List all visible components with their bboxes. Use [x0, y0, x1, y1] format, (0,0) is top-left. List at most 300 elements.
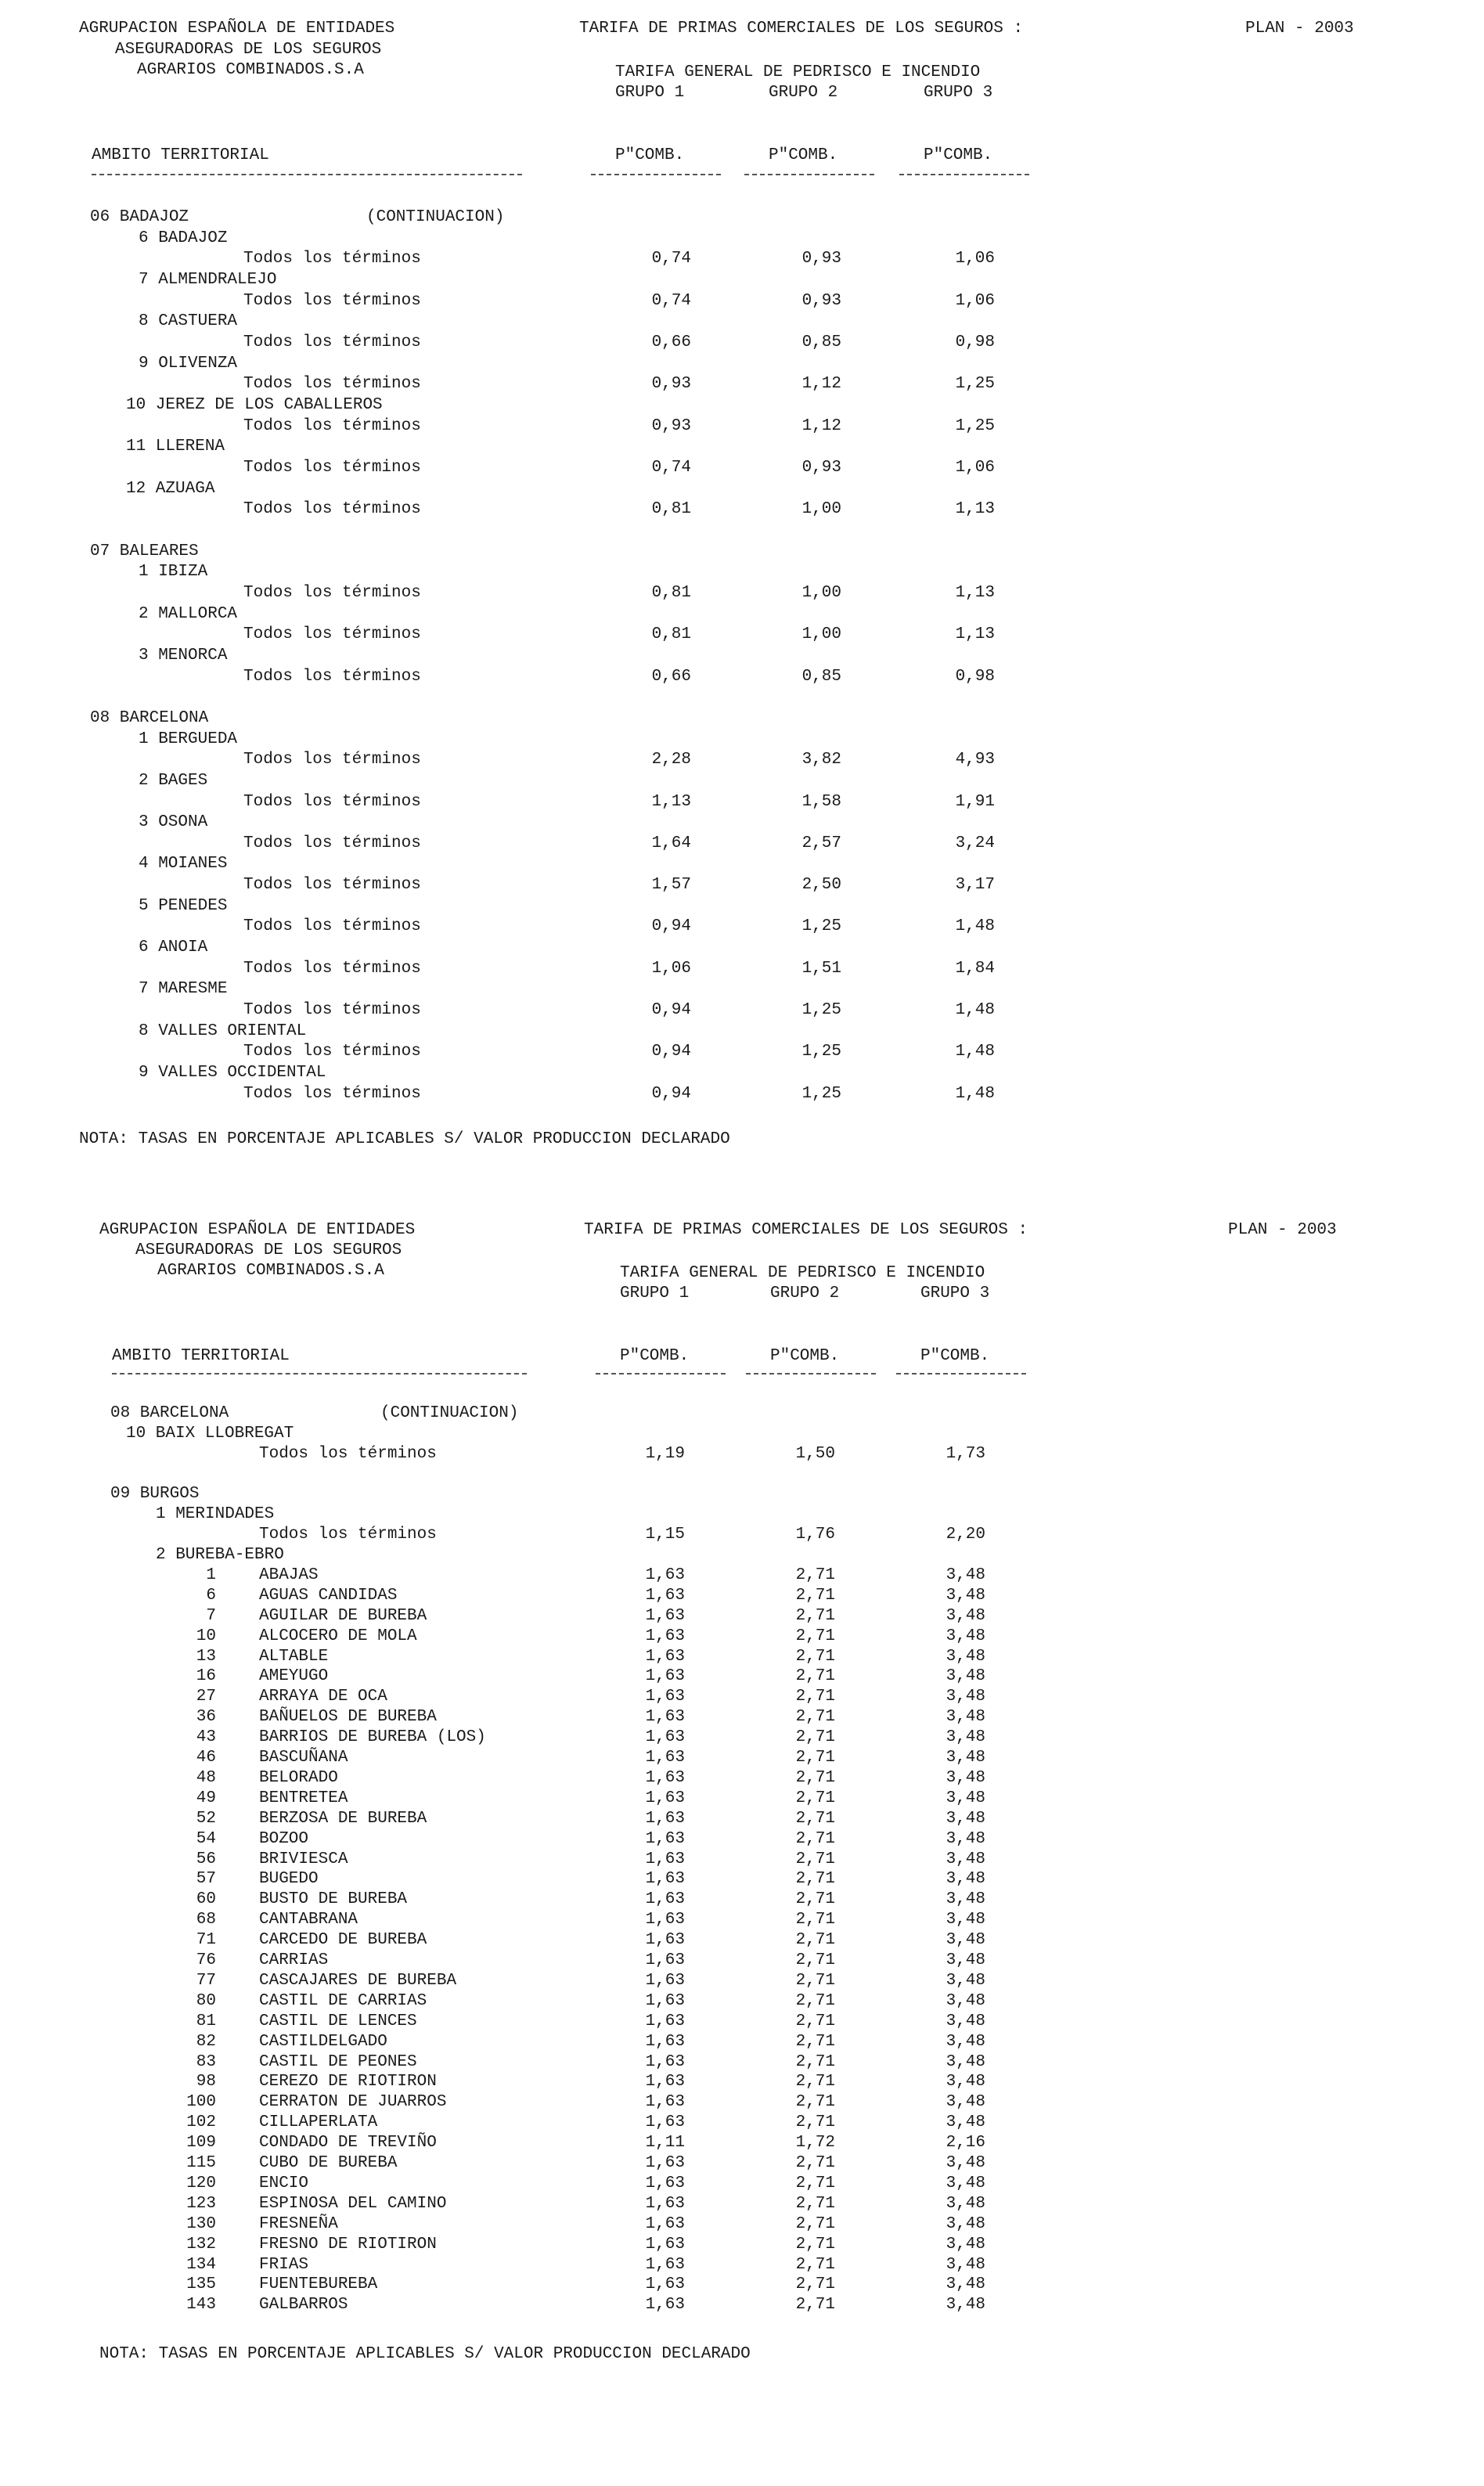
rate-value-group-3: 1,91 [955, 792, 995, 811]
rate-value-group-2: 2,71 [795, 2154, 835, 2172]
rate-value-group-1: 1,63 [645, 1667, 685, 1686]
table-row [0, 2072, 1484, 2092]
municipality-code: 13 [196, 1647, 216, 1666]
municipality-name: ARRAYA DE OCA [259, 1688, 387, 1706]
rate-value-group-2: 2,71 [795, 2275, 835, 2294]
rate-value-group-2: 2,71 [795, 1971, 835, 1990]
comarca-label: 10 BAIX LLOBREGAT [126, 1425, 294, 1443]
rate-value-group-2: 0,93 [801, 291, 841, 310]
org-name-line1: AGRUPACION ESPAÑOLA DE ENTIDADES [79, 20, 395, 38]
rate-value-group-1: 1,63 [645, 1890, 685, 1909]
all-terms-label: Todos los términos [243, 792, 421, 811]
column-header-value-1: P"COMB. [620, 1347, 690, 1365]
municipality-name: AGUILAR DE BUREBA [259, 1606, 427, 1625]
rate-value-group-2: 2,71 [795, 1829, 835, 1848]
rate-value-group-2: 3,82 [801, 751, 841, 769]
rate-value-group-2: 2,71 [795, 2073, 835, 2091]
rate-value-group-3: 3,48 [946, 2194, 985, 2213]
rate-value-group-3: 3,48 [946, 2214, 985, 2233]
municipality-name: BASCUÑANA [259, 1749, 348, 1767]
tariff-subtitle: TARIFA GENERAL DE PEDRISCO E INCENDIO [615, 63, 981, 81]
rate-value-group-3: 3,48 [946, 1911, 985, 1929]
rate-value-group-3: 3,48 [946, 2012, 985, 2030]
rate-value-group-3: 1,84 [955, 959, 995, 978]
rate-value-group-1: 1,63 [645, 1749, 685, 1767]
municipality-name: CUBO DE BUREBA [259, 2154, 398, 2172]
rate-value-group-2: 1,25 [801, 1043, 841, 1061]
rate-value-group-2: 1,25 [801, 917, 841, 936]
rate-value-group-3: 0,98 [955, 667, 995, 686]
municipality-code: 115 [186, 2154, 216, 2172]
table-row [0, 1627, 1484, 1647]
rate-value-group-3: 3,48 [946, 1586, 985, 1605]
rate-value-group-3: 3,48 [946, 1789, 985, 1807]
comarca-label: 7 MARESME [139, 980, 228, 999]
municipality-name: CERRATON DE JUARROS [259, 2093, 447, 2112]
rate-value-group-1: 0,94 [651, 1084, 691, 1103]
municipality-code: 49 [196, 1789, 216, 1807]
rate-value-group-1: 1,13 [651, 792, 691, 811]
table-row [0, 1728, 1484, 1748]
province-heading: 08 BARCELONA [110, 1404, 229, 1422]
table-row [0, 2153, 1484, 2174]
rate-value-group-2: 1,00 [801, 500, 841, 519]
rate-value-group-3: 3,48 [946, 2052, 985, 2071]
all-terms-label: Todos los términos [259, 1526, 437, 1544]
rate-value-group-2: 1,76 [795, 1526, 835, 1544]
all-terms-label: Todos los términos [243, 876, 421, 895]
rate-value-group-1: 1,63 [645, 2012, 685, 2030]
rate-value-group-1: 1,63 [645, 1951, 685, 1969]
rate-value-group-3: 3,48 [946, 1829, 985, 1848]
rate-value-group-3: 3,48 [946, 1728, 985, 1747]
table-row [0, 2113, 1484, 2133]
municipality-code: 123 [186, 2194, 216, 2213]
rate-value-group-2: 2,71 [795, 1890, 835, 1909]
column-header-ambito: AMBITO TERRITORIAL [92, 146, 269, 164]
rate-value-group-1: 0,74 [651, 458, 691, 477]
municipality-code: 80 [196, 1991, 216, 2010]
municipality-name: CEREZO DE RIOTIRON [259, 2073, 437, 2091]
rate-value-group-3: 1,06 [955, 291, 995, 310]
rate-value-group-2: 0,93 [801, 458, 841, 477]
municipality-code: 82 [196, 2032, 216, 2051]
rate-value-group-2: 2,71 [795, 1809, 835, 1828]
all-terms-label: Todos los términos [243, 751, 421, 769]
rate-value-group-1: 1,63 [645, 2194, 685, 2213]
table-row [0, 1565, 1484, 1586]
municipality-code: 98 [196, 2073, 216, 2091]
rate-value-group-1: 1,63 [645, 2032, 685, 2051]
document-title: TARIFA DE PRIMAS COMERCIALES DE LOS SEGUROS : [579, 20, 1024, 38]
all-terms-label: Todos los términos [243, 291, 421, 310]
table-row [0, 1809, 1484, 1829]
rate-value-group-2: 2,71 [795, 1768, 835, 1787]
all-terms-label: Todos los términos [243, 250, 421, 268]
divider [112, 1373, 527, 1375]
rate-value-group-1: 1,63 [645, 2214, 685, 2233]
municipality-code: 57 [196, 1870, 216, 1889]
rate-value-group-1: 1,63 [645, 2073, 685, 2091]
table-row [0, 2214, 1484, 2235]
rate-value-group-3: 3,48 [946, 1931, 985, 1950]
rate-value-group-1: 1,15 [645, 1526, 685, 1544]
rate-value-group-1: 0,66 [651, 333, 691, 351]
rate-value-group-1: 1,63 [645, 1971, 685, 1990]
municipality-name: FRIAS [259, 2255, 309, 2274]
comarca-label: 1 MERINDADES [156, 1505, 275, 1523]
rate-value-group-3: 3,48 [946, 1627, 985, 1645]
table-row [0, 1991, 1484, 2012]
comarca-label: 3 MENORCA [139, 646, 228, 665]
rate-value-group-3: 3,48 [946, 2113, 985, 2132]
rate-value-group-1: 1,63 [645, 2235, 685, 2254]
rate-value-group-2: 2,71 [795, 1850, 835, 1868]
municipality-code: 134 [186, 2255, 216, 2274]
rate-value-group-1: 1,63 [645, 1931, 685, 1950]
table-row [0, 1768, 1484, 1789]
municipality-code: 56 [196, 1850, 216, 1868]
column-header-value-1: P"COMB. [615, 146, 685, 164]
rate-value-group-2: 2,71 [795, 1749, 835, 1767]
rate-value-group-2: 1,12 [801, 416, 841, 435]
municipality-code: 77 [196, 1971, 216, 1990]
rate-value-group-1: 1,63 [645, 1627, 685, 1645]
rate-value-group-1: 1,63 [645, 2174, 685, 2192]
rate-value-group-3: 3,48 [946, 1850, 985, 1868]
rate-value-group-3: 0,98 [955, 333, 995, 351]
rate-value-group-3: 3,48 [946, 1647, 985, 1666]
municipality-name: CASTIL DE LENCES [259, 2012, 417, 2030]
group-1-label: GRUPO 1 [620, 1284, 690, 1302]
all-terms-label: Todos los términos [243, 1043, 421, 1061]
divider [591, 174, 721, 175]
rate-value-group-1: 0,93 [651, 375, 691, 394]
org-name-line1: AGRUPACION ESPAÑOLA DE ENTIDADES [99, 1221, 416, 1239]
footnote: NOTA: TASAS EN PORCENTAJE APLICABLES S/ VALOR PRODUCCION DECLARADO [79, 1130, 730, 1148]
table-row [0, 1586, 1484, 1606]
rate-value-group-1: 1,63 [645, 1606, 685, 1625]
rate-value-group-3: 3,17 [955, 876, 995, 895]
table-row [0, 1666, 1484, 1687]
all-terms-label: Todos los términos [243, 333, 421, 351]
rate-value-group-3: 1,48 [955, 1043, 995, 1061]
municipality-name: CARCEDO DE BUREBA [259, 1931, 427, 1950]
rate-value-group-2: 2,71 [795, 1728, 835, 1747]
rate-value-group-2: 1,00 [801, 583, 841, 602]
comarca-label: 12 AZUAGA [126, 479, 215, 498]
table-row [0, 2012, 1484, 2032]
rate-value-group-2: 1,58 [801, 792, 841, 811]
rate-value-group-3: 3,48 [946, 2154, 985, 2172]
rate-value-group-3: 3,48 [946, 1890, 985, 1909]
rate-value-group-3: 3,48 [946, 1870, 985, 1889]
divider [92, 174, 522, 175]
rate-value-group-2: 0,85 [801, 667, 841, 686]
table-row [0, 1910, 1484, 1930]
table-row [0, 2295, 1484, 2315]
municipality-code: 48 [196, 1768, 216, 1787]
municipality-code: 71 [196, 1931, 216, 1950]
all-terms-label: Todos los términos [243, 625, 421, 644]
table-row [0, 2275, 1484, 2295]
rate-value-group-1: 1,64 [651, 834, 691, 852]
rate-value-group-3: 3,48 [946, 2093, 985, 2112]
all-terms-label: Todos los términos [243, 917, 421, 936]
comarca-label: 6 BADAJOZ [139, 229, 228, 247]
all-terms-label: Todos los términos [243, 1084, 421, 1103]
rate-value-group-3: 1,48 [955, 917, 995, 936]
municipality-code: 43 [196, 1728, 216, 1747]
org-name-line3: AGRARIOS COMBINADOS.S.A [137, 61, 364, 79]
rate-value-group-2: 2,71 [795, 2235, 835, 2254]
all-terms-label: Todos los términos [243, 667, 421, 686]
municipality-code: 143 [186, 2296, 216, 2315]
municipality-code: 130 [186, 2214, 216, 2233]
rate-value-group-1: 1,63 [645, 1809, 685, 1828]
table-row [0, 1850, 1484, 1870]
org-name-line2: ASEGURADORAS DE LOS SEGUROS [115, 41, 382, 59]
all-terms-label: Todos los términos [259, 1445, 437, 1463]
municipality-code: 46 [196, 1749, 216, 1767]
rate-value-group-2: 1,25 [801, 1001, 841, 1019]
rate-value-group-2: 1,00 [801, 625, 841, 644]
rate-value-group-1: 0,81 [651, 625, 691, 644]
municipality-name: GALBARROS [259, 2296, 348, 2315]
rate-value-group-1: 1,63 [645, 2255, 685, 2274]
comarca-label: 4 MOIANES [139, 855, 228, 874]
rate-value-group-2: 2,71 [795, 1708, 835, 1727]
municipality-code: 16 [196, 1667, 216, 1686]
rate-value-group-1: 1,63 [645, 2052, 685, 2071]
table-row [0, 1869, 1484, 1890]
rate-value-group-1: 1,63 [645, 1789, 685, 1807]
comarca-label: 2 MALLORCA [139, 604, 238, 623]
rate-value-group-3: 3,48 [946, 2296, 985, 2315]
rate-value-group-1: 1,63 [645, 1728, 685, 1747]
municipality-name: ABAJAS [259, 1565, 319, 1584]
rate-value-group-2: 2,71 [795, 1789, 835, 1807]
rate-value-group-2: 2,71 [795, 2052, 835, 2071]
rate-value-group-3: 3,48 [946, 1565, 985, 1584]
rate-value-group-2: 2,71 [795, 2113, 835, 2132]
municipality-name: ENCIO [259, 2174, 309, 2192]
rate-value-group-1: 1,63 [645, 2275, 685, 2294]
rate-value-group-1: 1,63 [645, 1870, 685, 1889]
rate-value-group-2: 2,71 [795, 2214, 835, 2233]
rate-value-group-1: 1,11 [645, 2134, 685, 2153]
group-3-label: GRUPO 3 [924, 84, 993, 102]
municipality-name: AMEYUGO [259, 1667, 329, 1686]
tariff-subtitle: TARIFA GENERAL DE PEDRISCO E INCENDIO [620, 1264, 985, 1282]
rate-value-group-3: 3,48 [946, 1809, 985, 1828]
all-terms-label: Todos los términos [243, 583, 421, 602]
rate-value-group-3: 3,24 [955, 834, 995, 852]
rate-value-group-1: 1,63 [645, 2154, 685, 2172]
municipality-name: BENTRETEA [259, 1789, 348, 1807]
rate-value-group-1: 1,63 [645, 1850, 685, 1868]
rate-value-group-1: 1,63 [645, 1768, 685, 1787]
column-header-value-2: P"COMB. [770, 1347, 840, 1365]
comarca-label: 11 LLERENA [126, 438, 225, 456]
comarca-label: 1 IBIZA [139, 563, 208, 582]
rate-value-group-2: 2,50 [801, 876, 841, 895]
comarca-label: 9 VALLES OCCIDENTAL [139, 1063, 326, 1082]
rate-value-group-2: 2,71 [795, 1911, 835, 1929]
municipality-name: CILLAPERLATA [259, 2113, 378, 2132]
comarca-label: 5 PENEDES [139, 896, 228, 915]
municipality-name: BARRIOS DE BUREBA (LOS) [259, 1728, 486, 1747]
rate-value-group-3: 1,13 [955, 583, 995, 602]
municipality-code: 27 [196, 1688, 216, 1706]
rate-value-group-1: 1,63 [645, 1708, 685, 1727]
municipality-code: 135 [186, 2275, 216, 2294]
rate-value-group-1: 1,63 [645, 1647, 685, 1666]
rate-value-group-2: 1,72 [795, 2134, 835, 2153]
comarca-label: 7 ALMENDRALEJO [139, 271, 277, 289]
municipality-code: 54 [196, 1829, 216, 1848]
column-header-value-3: P"COMB. [924, 146, 993, 164]
continuation-label: (CONTINUACION) [380, 1404, 519, 1422]
municipality-name: FUENTEBUREBA [259, 2275, 378, 2294]
all-terms-label: Todos los términos [243, 834, 421, 852]
rate-value-group-2: 1,51 [801, 959, 841, 978]
rate-value-group-1: 0,66 [651, 667, 691, 686]
rate-value-group-2: 2,71 [795, 1688, 835, 1706]
rate-value-group-3: 3,48 [946, 1708, 985, 1727]
all-terms-label: Todos los términos [243, 959, 421, 978]
municipality-code: 10 [196, 1627, 216, 1645]
rate-value-group-2: 2,71 [795, 1606, 835, 1625]
municipality-code: 68 [196, 1911, 216, 1929]
table-row [0, 1971, 1484, 1991]
divider [896, 1373, 1026, 1375]
table-row [0, 1687, 1484, 1707]
comarca-label: 3 OSONA [139, 813, 208, 832]
municipality-code: 109 [186, 2134, 216, 2153]
group-2-label: GRUPO 2 [769, 84, 838, 102]
rate-value-group-3: 3,48 [946, 1749, 985, 1767]
rate-value-group-1: 0,74 [651, 291, 691, 310]
rate-value-group-1: 0,94 [651, 1001, 691, 1019]
municipality-code: 120 [186, 2174, 216, 2192]
rate-value-group-3: 1,25 [955, 416, 995, 435]
rate-value-group-1: 1,63 [645, 1829, 685, 1848]
rate-value-group-2: 2,71 [795, 1627, 835, 1645]
rate-value-group-3: 3,48 [946, 1971, 985, 1990]
rate-value-group-2: 2,71 [795, 1667, 835, 1686]
rate-value-group-2: 2,71 [795, 2194, 835, 2213]
rate-value-group-2: 2,71 [795, 2012, 835, 2030]
continuation-label: (CONTINUACION) [366, 208, 505, 226]
table-row [0, 2092, 1484, 2113]
rate-value-group-2: 2,71 [795, 1586, 835, 1605]
rate-value-group-1: 1,63 [645, 2113, 685, 2132]
municipality-name: CASCAJARES DE BUREBA [259, 1971, 457, 1990]
municipality-code: 132 [186, 2235, 216, 2254]
rate-value-group-2: 2,71 [795, 2093, 835, 2112]
table-row [0, 1647, 1484, 1667]
municipality-name: CANTABRANA [259, 1911, 358, 1929]
rate-value-group-3: 3,48 [946, 2174, 985, 2192]
rate-value-group-2: 2,71 [795, 2296, 835, 2315]
rate-value-group-3: 3,48 [946, 1991, 985, 2010]
municipality-code: 7 [206, 1606, 216, 1625]
rate-value-group-3: 1,06 [955, 250, 995, 268]
municipality-name: ALCOCERO DE MOLA [259, 1627, 417, 1645]
comarca-label: 8 VALLES ORIENTAL [139, 1021, 307, 1040]
municipality-name: BOZOO [259, 1829, 309, 1848]
municipality-name: CARRIAS [259, 1951, 329, 1969]
municipality-code: 83 [196, 2052, 216, 2071]
municipality-code: 36 [196, 1708, 216, 1727]
municipality-name: FRESNEÑA [259, 2214, 338, 2233]
all-terms-label: Todos los términos [243, 500, 421, 519]
rate-value-group-3: 3,48 [946, 1951, 985, 1969]
rate-value-group-2: 2,71 [795, 1870, 835, 1889]
plan-label: PLAN - 2003 [1245, 20, 1354, 38]
table-row [0, 1748, 1484, 1768]
group-1-label: GRUPO 1 [615, 84, 685, 102]
rate-value-group-2: 2,57 [801, 834, 841, 852]
rate-value-group-1: 0,81 [651, 583, 691, 602]
divider [899, 174, 1029, 175]
rate-value-group-3: 1,73 [946, 1445, 985, 1463]
comarca-label: 9 OLIVENZA [139, 354, 238, 373]
province-heading: 06 BADAJOZ [90, 208, 189, 226]
footnote: NOTA: TASAS EN PORCENTAJE APLICABLES S/ VALOR PRODUCCION DECLARADO [99, 2345, 751, 2363]
all-terms-label: Todos los términos [243, 416, 421, 435]
org-name-line2: ASEGURADORAS DE LOS SEGUROS [135, 1241, 402, 1259]
province-heading: 08 BARCELONA [90, 708, 209, 727]
all-terms-label: Todos los términos [243, 458, 421, 477]
rate-value-group-3: 3,48 [946, 1688, 985, 1706]
rate-value-group-1: 0,94 [651, 917, 691, 936]
rate-value-group-3: 1,13 [955, 500, 995, 519]
document-title: TARIFA DE PRIMAS COMERCIALES DE LOS SEGUROS : [584, 1221, 1028, 1239]
rate-value-group-1: 1,06 [651, 959, 691, 978]
rate-value-group-3: 1,48 [955, 1001, 995, 1019]
comarca-label: 2 BUREBA-EBRO [156, 1546, 284, 1564]
rate-value-group-1: 1,63 [645, 1565, 685, 1584]
municipality-code: 81 [196, 2012, 216, 2030]
rate-value-group-2: 1,25 [801, 1084, 841, 1103]
rate-value-group-3: 3,48 [946, 2275, 985, 2294]
municipality-code: 60 [196, 1890, 216, 1909]
table-row [0, 2133, 1484, 2153]
table-row [0, 2032, 1484, 2052]
table-row [0, 2235, 1484, 2255]
rate-value-group-3: 1,06 [955, 458, 995, 477]
municipality-name: BAÑUELOS DE BUREBA [259, 1708, 437, 1727]
rate-value-group-2: 2,71 [795, 1991, 835, 2010]
municipality-code: 76 [196, 1951, 216, 1969]
municipality-name: BUGEDO [259, 1870, 319, 1889]
municipality-name: BRIVIESCA [259, 1850, 348, 1868]
rate-value-group-1: 2,28 [651, 751, 691, 769]
municipality-code: 100 [186, 2093, 216, 2112]
rate-value-group-3: 3,48 [946, 1768, 985, 1787]
municipality-name: CASTIL DE CARRIAS [259, 1991, 427, 2010]
rate-value-group-3: 3,48 [946, 2032, 985, 2051]
rate-value-group-1: 0,74 [651, 250, 691, 268]
municipality-name: ALTABLE [259, 1647, 329, 1666]
rate-value-group-2: 2,71 [795, 2174, 835, 2192]
table-row [0, 1606, 1484, 1627]
municipality-code: 6 [206, 1586, 216, 1605]
comarca-label: 2 BAGES [139, 771, 208, 790]
table-row [0, 2052, 1484, 2073]
